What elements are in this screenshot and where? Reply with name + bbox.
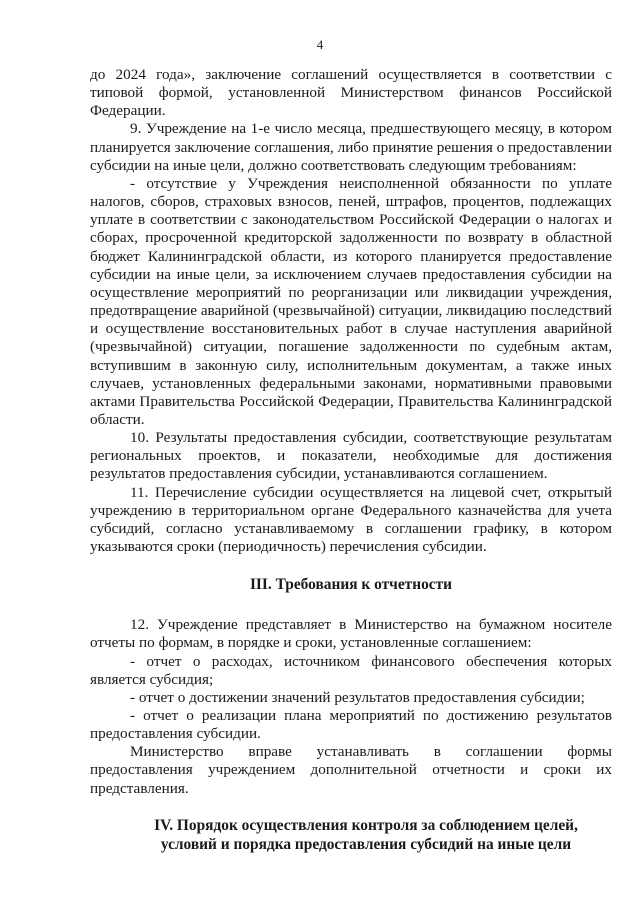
- paragraph-requirement-dash: - отсутствие у Учреждения неисполненной обязанности по уплате налогов, сборов, страховых взносов, пеней, штрафов, процентов, подлежащих уплате в соответствии с законодательством Российской Федерации о налогах и сборах, просроченной кредиторской задолженности по возврату в областной бюджет Калининградской области, из которого планируется предоставление субсидии на иные цели, за исключением случаев предоставления субсидии на осуществление мероприятий по реорганизации или ликвидации учреждения, предотвращение аварийной (чрезвычайной) ситуации, ликвидацию последствий и осуществление восстановительных работ в случае наступления аварийной (чрезвычайной) ситуации, погашение задолженности по судебным актам, вступившим в законную силу, исполнительным документам, а также иных случаев, установленных федеральными законами, нормативными правовыми актами Правительства Российской Федерации, Правительства Калининградской области.: [90, 174, 612, 428]
- paragraph-report-results: - отчет о достижении значений результатов предоставления субсидии;: [130, 688, 585, 706]
- section-4-heading: [90, 816, 612, 854]
- paragraph-report-expenses: - отчет о расходах, источником финансового обеспечения которых является субсидия;: [90, 652, 612, 688]
- section-4-heading-line-2: условий и порядка предоставления субсидий на иные цели: [160, 835, 572, 853]
- section-4-heading-line-1: IV. Порядок осуществления контроля за соблюдением целей,: [154, 816, 578, 834]
- paragraph-item-11: 11. Перечисление субсидии осуществляется на лицевой счет, открытый учреждению в территориальном органе Федерального казначейства для учета субсидий, согласно устанавливаемому в соглашении графику, в котором указываются сроки (периодичность) перечисления субсидии.: [90, 483, 612, 556]
- paragraph-item-9: 9. Учреждение на 1-е число месяца, предшествующего месяцу, в котором планируется заключение соглашения, либо принятие решения о предоставлении субсидии на иные цели, должно соответствовать следующим требованиям:: [90, 120, 612, 174]
- paragraph-ministry-right: Министерство вправе устанавливать в соглашении формы предоставления учреждением дополнительной отчетности и сроки их представления.: [90, 743, 612, 797]
- page-number: 4: [316, 37, 324, 52]
- document-body: [90, 66, 612, 854]
- paragraph-item-12: 12. Учреждение представляет в Министерство на бумажном носителе отчеты по формам, в порядке и сроки, установленные соглашением:: [90, 616, 612, 652]
- section-3-heading: III. Требования к отчетности: [249, 576, 453, 594]
- paragraph-continuation: до 2024 года», заключение соглашений осуществляется в соответствии с типовой формой, установленной Министерством финансов Российской Федерации.: [90, 66, 612, 120]
- paragraph-report-plan: - отчет о реализации плана мероприятий по достижению результатов предоставления субсидии.: [90, 707, 612, 743]
- paragraph-item-10: 10. Результаты предоставления субсидии, соответствующие результатам региональных проектов, и показатели, необходимые для достижения результатов предоставления субсидии, устанавливаются соглашением.: [90, 429, 612, 483]
